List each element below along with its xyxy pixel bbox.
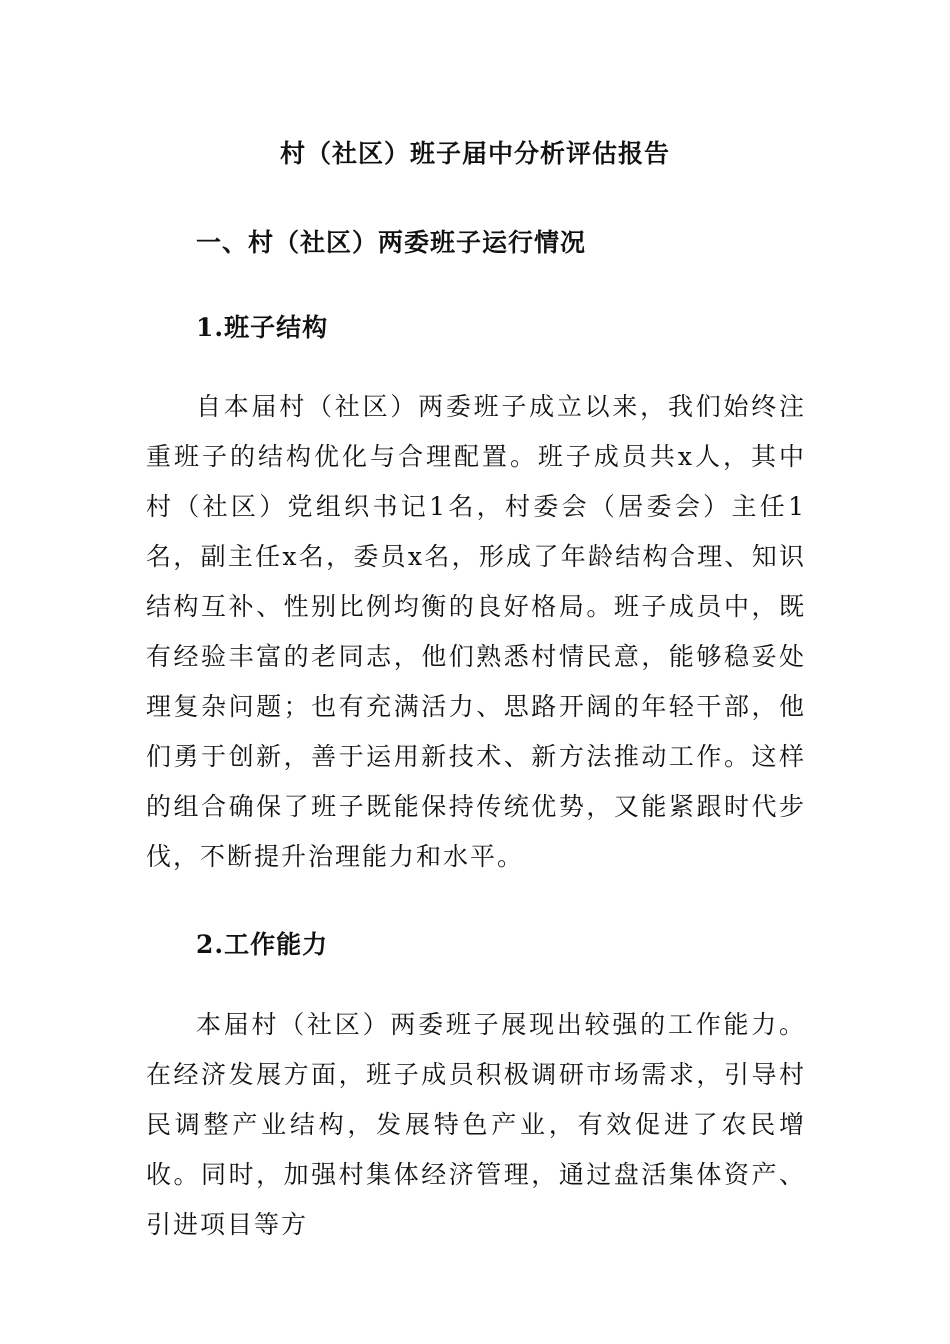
section-heading: 一、村（社区）两委班子运行情况	[196, 228, 587, 257]
subsection-heading-structure: 1.班子结构	[196, 313, 329, 342]
subsection-heading-ability: 2.工作能力	[196, 930, 329, 959]
paragraph-ability: 本届村（社区）两委班子展现出较强的工作能力。在经济发展方面，班子成员积极调研市场需求，引导村民调整产业结构，发展特色产业，有效促进了农民增收。同时，加强村集体经济管理，通过盘活集体资产、引进项目等方	[146, 1010, 806, 1239]
document-title: 村（社区）班子届中分析评估报告	[279, 139, 670, 168]
paragraph-structure: 自本届村（社区）两委班子成立以来，我们始终注重班子的结构优化与合理配置。班子成员共x人，其中村（社区）党组织书记1名，村委会（居委会）主任1名，副主任x名，委员x名，形成了年龄结构合理、知识结构互补、性别比例均衡的良好格局。班子成员中，既有经验丰富的老同志，他们熟悉村情民意，能够稳妥处理复杂问题；也有充满活力、思路开阔的年轻干部，他们勇于创新，善于运用新技术、新方法推动工作。这样的组合确保了班子既能保持传统优势，又能紧跟时代步伐，不断提升治理能力和水平。	[146, 392, 806, 871]
